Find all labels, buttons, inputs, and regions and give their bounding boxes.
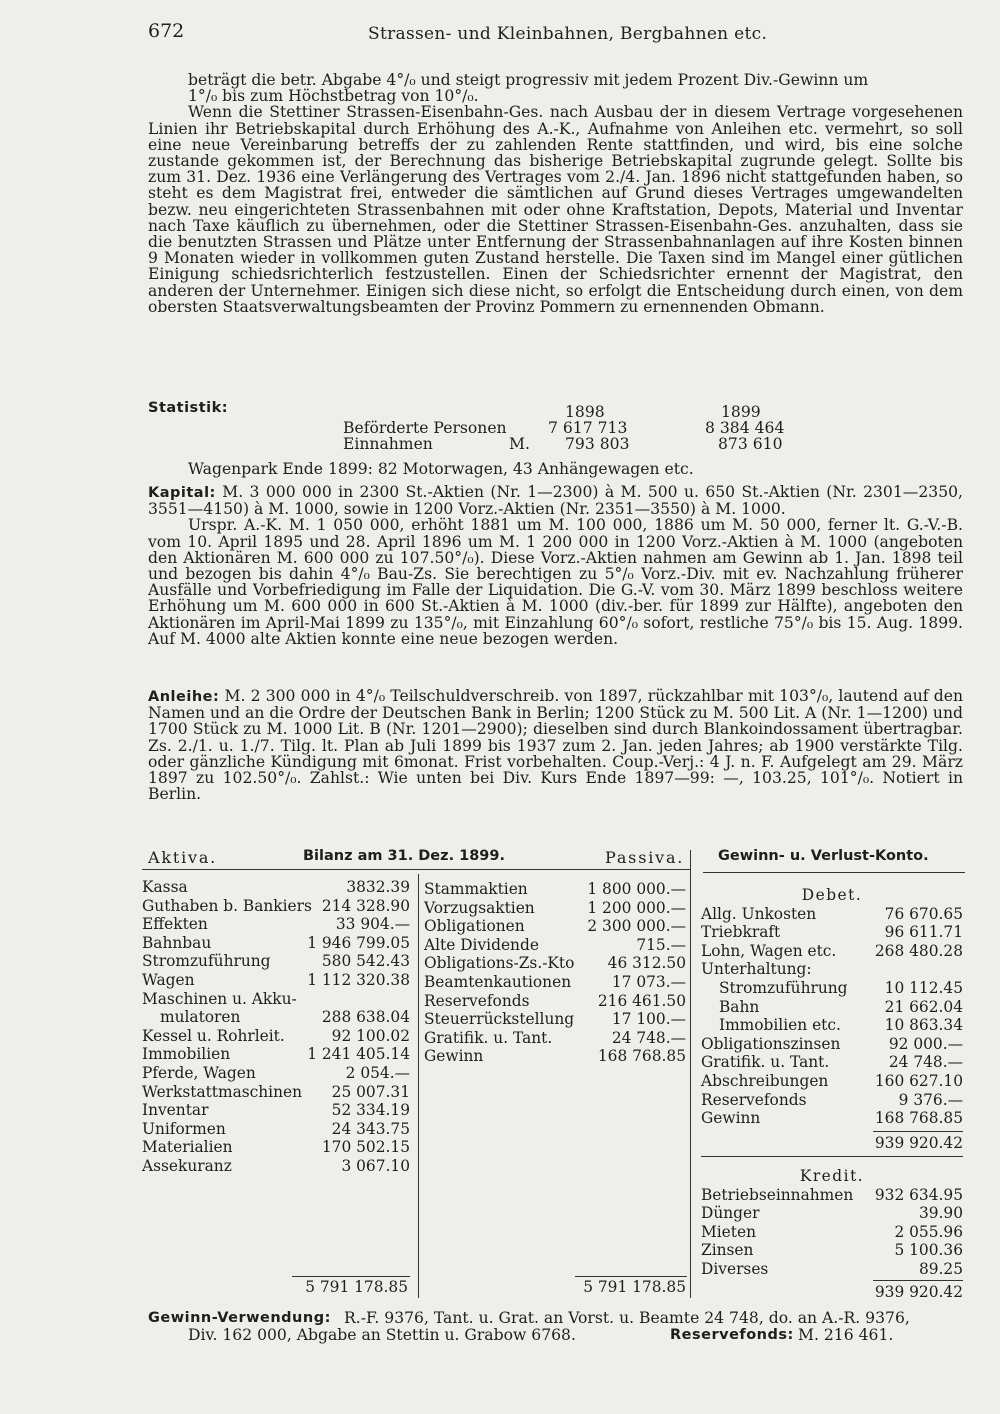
kredit-row — [701, 1223, 963, 1242]
aktiva-value: 170 502.15 — [321, 1138, 410, 1157]
bilanz-top-rule — [142, 869, 690, 870]
aktiva-value: 33 904.— — [335, 915, 410, 934]
passiva-label: Gratifik. u. Tant. — [424, 1028, 553, 1047]
bilanz-title: Bilanz am 31. Dez. 1899. — [303, 848, 505, 864]
debet-heading: Debet. — [801, 886, 863, 904]
passiva-column — [424, 880, 686, 1066]
aktiva-label: Immobilien — [142, 1045, 231, 1064]
dividend-line — [148, 1327, 963, 1344]
kredit-value: 39.90 — [918, 1204, 963, 1223]
aktiva-row — [142, 1045, 410, 1064]
bilanz-guv-divider — [690, 850, 691, 1298]
passiva-value: 24 748.— — [611, 1028, 686, 1047]
gewinn-verwendung-label: Gewinn-Verwendung: — [148, 1310, 331, 1326]
debet-value: 76 670.65 — [884, 904, 963, 923]
kredit-value: 5 100.36 — [894, 1241, 963, 1260]
debet-row — [701, 905, 963, 924]
kredit-label: Mieten — [701, 1222, 756, 1241]
kredit-value: 89.25 — [918, 1259, 963, 1278]
aktiva-label: Stromzuführung — [142, 952, 271, 971]
aktiva-label: Guthaben b. Bankiers — [142, 896, 312, 915]
gewinn-verwendung-line — [148, 1310, 963, 1327]
statistik-header-row — [343, 404, 783, 420]
aktiva-value: 52 334.19 — [331, 1101, 410, 1120]
aktiva-total-rule — [292, 1276, 410, 1277]
passiva-label: Obligations-Zs.-Kto — [424, 954, 575, 973]
kredit-total-rule — [873, 1280, 963, 1281]
debet-label: Stromzuführung — [719, 978, 848, 997]
debet-value: 168 768.85 — [874, 1109, 963, 1128]
aktiva-row — [142, 1101, 410, 1120]
kredit-row — [701, 1241, 963, 1260]
debet-row — [701, 1035, 963, 1054]
anleihe-text: M. 2 300 000 in 4°/₀ Teilschuldverschreib. von 1897, rückzahlbar mit 103°/₀, lautend auf den Namen und an die Ordre der Deutschen Bank in Berlin; 1200 Stück zu M. 500 Lit. A (Nr. 1—1200) und 1700 Stück zu M. 1000 Lit. B (Nr. 1201—2900); dieselben sind durch Blankoindossament übertragbar. Zs. 2./1. u. 1./7. Tilg. lt. Plan ab Juli 1899 bis 1937 zum 2. Jan. jeden Jahres; ab 1900 verstärkte Tilg. oder gänzliche Kündigung mit 6monat. Frist vorbehalten. Coup.-Verj.: 4 J. n. F. Aufgelegt am 29. März 1897 zu 102.50°/₀. Zahlst.: Wie unten bei Div. Kurs Ende 1897—99: —, 103.25, 101°/₀. Notiert in Berlin. — [148, 687, 963, 804]
aktiva-row — [142, 1064, 410, 1083]
passiva-value: 1 800 000.— — [587, 880, 686, 898]
aktiva-value: 288 638.04 — [321, 1008, 410, 1027]
intro-line-1: beträgt die betr. Abgabe 4°/₀ und steigt progressiv mit jedem Prozent Div.-Gewinn um — [188, 71, 869, 89]
debet-row — [701, 1091, 963, 1110]
debet-row — [701, 960, 963, 979]
intro-text — [148, 72, 963, 315]
aktiva-value: 92 100.02 — [331, 1026, 410, 1045]
running-title: Strassen- und Kleinbahnen, Bergbahnen etc. — [368, 24, 768, 44]
passiva-row — [424, 992, 686, 1011]
page-number: 672 — [148, 20, 185, 42]
aktiva-column — [142, 878, 410, 1176]
passiva-label: Alte Dividende — [424, 935, 539, 954]
debet-label: Gratifik. u. Tant. — [701, 1053, 830, 1072]
statistik-row-label: Einnahmen — [343, 435, 433, 453]
passiva-row — [424, 917, 686, 936]
reservefonds-value: M. 216 461. — [798, 1326, 894, 1344]
aktiva-row — [142, 878, 410, 897]
aktiva-value: 2 054.— — [345, 1063, 410, 1082]
passiva-label: Stammaktien — [424, 880, 528, 898]
debet-label: Obligationszinsen — [701, 1034, 841, 1053]
debet-value: 9 376.— — [898, 1090, 963, 1109]
kredit-column — [701, 1167, 963, 1279]
debet-label: Lohn, Wagen etc. — [701, 941, 837, 960]
kredit-label: Diverses — [701, 1259, 769, 1278]
kredit-value: 2 055.96 — [894, 1222, 963, 1241]
aktiva-row — [142, 1157, 410, 1176]
passiva-row — [424, 1010, 686, 1029]
aktiva-value: 24 343.75 — [331, 1119, 410, 1138]
aktiva-value: 214 328.90 — [321, 896, 410, 915]
passiva-total-rule — [575, 1276, 687, 1277]
statistik-row — [343, 420, 783, 436]
contract-paragraph: Wenn die Stettiner Strassen-Eisenbahn-Ges. nach Ausbau der in diesem Vertrage vorgesehenen Linien ihr Betriebskapital durch Erhöhung des A.-K., Aufnahme von Anleihen etc. vermehrt, so soll eine neue Vereinbarung betreffs der zu zahlenden Rente stattfinden, und wird, bis eine solche zustande gekommen ist, der Berechnung das bisherige Betriebskapital zugrunde gelegt. Sollte bis zum 31. Dez. 1936 eine Verlängerung des Vertrages vom 2./4. Jan. 1896 nicht stattgefunden haben, so steht es dem Magistrat frei, entweder die sämtlichen auf Grund dieses Vertrages umgewandelten bezw. neu eingerichteten Strassenbahnen mit oder ohne Kraftstation, Depots, Material und Inventar nach Taxe käuflich zu übernehmen, oder die Stettiner Strassen-Eisenbahn-Ges. anzuhalten, dass sie die benutzten Strassen und Plätze unter Entfernung der Strassenbahnanlagen auf ihre Kosten binnen 9 Monaten wieder in vollkommen guten Zustand herstelle. Die Taxen sind im Mangel einer gütlichen Einigung schiedsrichterlich festzustellen. Einen der Schiedsrichter ernennt der Magistrat, den anderen der Unternehmer. Einigen sich diese nicht, so erfolgt die Entscheidung durch einen, von dem obersten Staatsverwaltungsbeamten der Provinz Pommern zu ernennenden Obmann. — [148, 103, 963, 316]
debet-value: 21 662.04 — [884, 997, 963, 1016]
passiva-value: 2 300 000.— — [587, 917, 686, 936]
passiva-label: Vorzugsaktien — [424, 898, 535, 917]
debet-value: 96 611.71 — [884, 923, 963, 942]
guv-column — [701, 886, 963, 1128]
aktiva-value: 1 946 799.05 — [307, 933, 410, 952]
passiva-label: Obligationen — [424, 917, 525, 936]
kredit-total: 939 920.42 — [874, 1283, 963, 1301]
passiva-row — [424, 899, 686, 918]
aktiva-row — [142, 1120, 410, 1139]
aktiva-label: mulatoren — [160, 1008, 241, 1027]
debet-label: Immobilien etc. — [719, 1016, 841, 1035]
passiva-label: Reservefonds — [424, 991, 530, 1010]
passiva-row — [424, 1047, 686, 1066]
passiva-total: 5 791 178.85 — [583, 1278, 686, 1296]
statistik-label: Statistik: — [148, 400, 229, 416]
kredit-heading: Kredit. — [799, 1167, 865, 1185]
dividend-text: Div. 162 000, Abgabe an Stettin u. Grabow 6768. — [188, 1326, 576, 1344]
year-1899: 1899 — [721, 403, 761, 421]
kapital-label: Kapital: — [148, 485, 216, 501]
aktiva-value: 3 067.10 — [341, 1156, 410, 1175]
aktiva-label: Werkstattmaschinen — [142, 1082, 303, 1101]
passiva-value: 168 768.85 — [597, 1047, 686, 1066]
debet-value: 92 000.— — [888, 1034, 963, 1053]
aktiva-row — [142, 971, 410, 990]
aktiva-row — [142, 952, 410, 971]
debet-value: 268 480.28 — [874, 941, 963, 960]
statistik-1899-value: 873 610 — [718, 435, 783, 453]
debet-label: Triebkraft — [701, 923, 781, 942]
kapital-history: Urspr. A.-K. M. 1 050 000, erhöht 1881 um M. 100 000, 1886 um M. 50 000, ferner lt. G.-V.-B. vom 10. April 1895 und 28. April 1896 um M. 1 200 000 in 1200 Vorz.-Aktien à M. 1000 (angeboten den Aktionären M. 600 000 zu 107.50°/₀). Diese Vorz.-Aktien nahmen am Gewinn ab 1. Jan. 1898 teil und bezogen bis dahin 4°/₀ Bau-Zs. Sie berechtigen zu 5°/₀ Vorz.-Div. mit ev. Nachzahlung früherer Ausfälle und Vorbefriedigung im Falle der Liquidation. Die G.-V. vom 30. März 1899 beschloss weitere Erhöhung um M. 600 000 in 600 St.-Aktien à M. 1000 (div.-ber. für 1899 zur Hälfte), angeboten den Aktionären im April-Mai 1899 zu 135°/₀, mit Einzahlung 60°/₀ sofort, restliche 75°/₀ bis 15. Aug. 1899. Auf M. 4000 alte Aktien konnte eine neue bezogen werden. — [148, 516, 963, 648]
guv-title: Gewinn- u. Verlust-Konto. — [718, 848, 929, 864]
debet-value: 10 112.45 — [884, 978, 963, 997]
debet-row — [701, 1109, 963, 1128]
kredit-value: 932 634.95 — [874, 1185, 963, 1204]
aktiva-row — [142, 990, 410, 1009]
statistik-table — [343, 404, 783, 452]
aktiva-row — [142, 1138, 410, 1157]
debet-row — [701, 1016, 963, 1035]
debet-label: Bahn — [719, 997, 760, 1016]
anleihe-label: Anleihe: — [148, 689, 220, 705]
passiva-label: Beamtenkautionen — [424, 972, 572, 991]
passiva-value: 17 073.— — [611, 972, 686, 991]
intro-line-2: 1°/₀ bis zum Höchstbetrag von 10°/₀. — [188, 87, 479, 106]
aktiva-row — [142, 1083, 410, 1102]
kredit-label: Zinsen — [701, 1241, 754, 1260]
aktiva-value: 1 241 405.14 — [307, 1045, 410, 1064]
passiva-row — [424, 973, 686, 992]
debet-label: Unterhaltung: — [701, 960, 812, 979]
statistik-1899-value: 8 384 464 — [705, 419, 785, 437]
passiva-value: 216 461.50 — [597, 991, 686, 1010]
debet-total: 939 920.42 — [874, 1134, 963, 1152]
aktiva-label: Kassa — [142, 878, 188, 896]
debet-label: Abschreibungen — [701, 1071, 829, 1090]
page-header — [148, 20, 960, 50]
passiva-value: 1 200 000.— — [587, 898, 686, 917]
aktiva-label: Kessel u. Rohrleit. — [142, 1026, 285, 1045]
debet-row — [701, 942, 963, 961]
aktiva-value: 25 007.31 — [331, 1082, 410, 1101]
kredit-label: Dünger — [701, 1204, 760, 1223]
aktiva-label: Assekuranz — [142, 1156, 232, 1175]
statistik-unit: M. — [509, 435, 530, 453]
debet-label: Allg. Unkosten — [701, 904, 817, 923]
aktiva-label: Uniformen — [142, 1119, 226, 1138]
passiva-row — [424, 880, 686, 899]
aktiva-label: Pferde, Wagen — [142, 1063, 256, 1082]
passiva-label: Steuerrückstellung — [424, 1010, 575, 1029]
kredit-row — [701, 1204, 963, 1223]
debet-label: Gewinn — [701, 1109, 761, 1128]
aktiva-value: 3832.39 — [346, 878, 410, 896]
aktiva-value: 580 542.43 — [321, 952, 410, 971]
aktiva-label: Wagen — [142, 970, 195, 989]
passiva-row — [424, 936, 686, 955]
anleihe-section — [148, 688, 963, 802]
aktiva-heading: Aktiva. — [148, 848, 218, 867]
aktiva-label: Effekten — [142, 915, 208, 934]
kredit-row — [701, 1186, 963, 1205]
guv-top-rule — [703, 872, 965, 873]
aktiva-row — [142, 897, 410, 916]
aktiva-row — [142, 1008, 410, 1027]
statistik-row-label: Beförderte Personen — [343, 419, 507, 437]
passiva-heading: Passiva. — [605, 848, 685, 867]
debet-row — [701, 1053, 963, 1072]
passiva-value: 46 312.50 — [607, 954, 686, 973]
aktiva-value: 1 112 320.38 — [307, 970, 410, 989]
debet-row — [701, 1072, 963, 1091]
kredit-rule — [701, 1156, 963, 1157]
reservefonds-label: Reservefonds: — [670, 1327, 794, 1343]
statistik-1898-value: 7 617 713 — [548, 419, 628, 437]
aktiva-row — [142, 934, 410, 953]
aktiva-label: Maschinen u. Akku- — [142, 989, 297, 1008]
debet-value: 24 748.— — [888, 1053, 963, 1072]
debet-label: Reservefonds — [701, 1090, 807, 1109]
gewinn-verwendung-text: R.-F. 9376, Tant. u. Grat. an Vorst. u. Beamte 24 748, do. an A.-R. 9376, — [344, 1309, 910, 1327]
kapital-text: M. 3 000 000 in 2300 St.-Aktien (Nr. 1—2300) à M. 500 u. 650 St.-Aktien (Nr. 2301—2350, 3551—4150) à M. 1000, sowie in 1200 Vorz.-Aktien (Nr. 2351—3550) à M. 1000. — [148, 483, 963, 519]
debet-value: 160 627.10 — [874, 1071, 963, 1090]
passiva-row — [424, 954, 686, 973]
kredit-label: Betriebseinnahmen — [701, 1185, 854, 1204]
passiva-value: 715.— — [636, 935, 686, 954]
passiva-label: Gewinn — [424, 1047, 484, 1066]
aktiva-label: Bahnbau — [142, 933, 212, 952]
kapital-section — [148, 484, 963, 647]
passiva-row — [424, 1029, 686, 1048]
wagenpark-line: Wagenpark Ende 1899: 82 Motorwagen, 43 Anhängewagen etc. — [188, 460, 694, 478]
aktiva-label: Inventar — [142, 1101, 209, 1120]
statistik-row — [343, 436, 783, 452]
debet-row — [701, 923, 963, 942]
kredit-row — [701, 1260, 963, 1279]
year-1898: 1898 — [565, 403, 605, 421]
debet-total-rule — [873, 1131, 963, 1132]
debet-row — [701, 979, 963, 998]
footer-section — [148, 1310, 963, 1344]
aktiva-label: Materialien — [142, 1138, 233, 1157]
aktiva-row — [142, 1027, 410, 1046]
statistik-1898-value: 793 803 — [565, 435, 630, 453]
passiva-value: 17 100.— — [611, 1010, 686, 1029]
bilanz-divider — [418, 874, 419, 1298]
debet-value: 10 863.34 — [884, 1016, 963, 1035]
aktiva-total: 5 791 178.85 — [305, 1278, 408, 1296]
debet-row — [701, 998, 963, 1017]
aktiva-row — [142, 915, 410, 934]
